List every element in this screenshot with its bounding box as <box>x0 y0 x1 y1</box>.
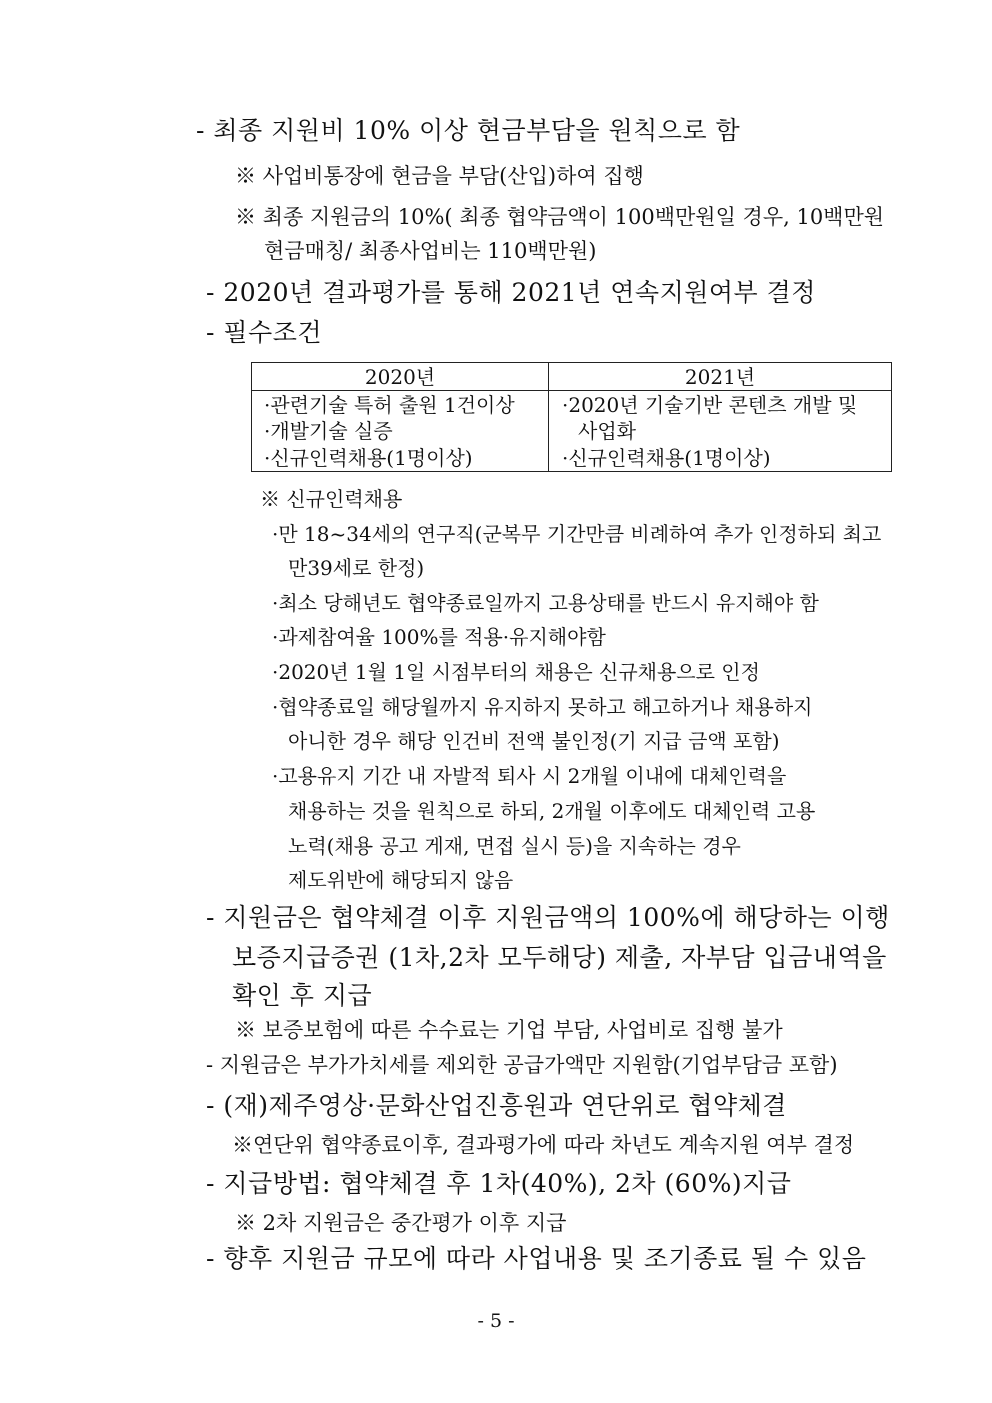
hire-note-employment: ·최소 당해년도 협약종료일까지 고용상태를 반드시 유지해야 함 <box>272 591 819 615</box>
hire-note-termination: ·협약종료일 해당월까지 유지하지 못하고 해고하거나 채용하지 <box>272 695 813 719</box>
table-cell-2020-2: ·개발기술 실증 <box>264 419 393 443</box>
note-second-payment: ※ 2차 지원금은 중간평가 이후 지급 <box>235 1211 567 1235</box>
hire-note-termination-cont: 아니한 경우 해당 인건비 전액 불인정(기 지급 금액 포함) <box>288 729 780 753</box>
table-cell-2021-2: 사업화 <box>578 419 636 443</box>
note-annual-agreement: ※연단위 협약종료이후, 결과평가에 따라 차년도 계속지원 여부 결정 <box>232 1133 855 1157</box>
text-line-vat: - 지원금은 부가가치세를 제외한 공급가액만 지원함(기업부담금 포함) <box>206 1053 838 1077</box>
text-line-guarantee-cont2: 확인 후 지급 <box>232 981 373 1010</box>
note-guarantee-fee: ※ 보증보험에 따른 수수료는 기업 부담, 사업비로 집행 불가 <box>235 1018 783 1042</box>
text-line-agreement: - (재)제주영상·문화산업진흥원과 연단위로 협약체결 <box>206 1091 787 1120</box>
hire-note-resignation: ·고용유지 기간 내 자발적 퇴사 시 2개월 이내에 대체인력을 <box>272 764 787 788</box>
table-header-2020: 2020년 <box>364 365 436 389</box>
hire-note-start-date: ·2020년 1월 1일 시점부터의 채용은 신규채용으로 인정 <box>272 660 760 684</box>
page-number: - 5 - <box>477 1310 515 1332</box>
table-cell-2021-3: ·신규인력채용(1명이상) <box>562 446 771 470</box>
hire-note-age: ·만 18~34세의 연구직(군복무 기간만큼 비례하여 추가 인정하되 최고 <box>272 522 882 546</box>
table-cell-2021-1: ·2020년 기술기반 콘텐츠 개발 및 <box>562 393 858 417</box>
table-cell-2020-3: ·신규인력채용(1명이상) <box>264 446 473 470</box>
table-cell-2020-1: ·관련기술 특허 출원 1건이상 <box>264 393 515 417</box>
note-final-grant-cont: 현금매칭/ 최종사업비는 110백만원) <box>264 239 597 263</box>
hire-note-age-cont: 만39세로 한정) <box>288 556 425 580</box>
note-cash-deposit: ※ 사업비통장에 현금을 부담(산입)하여 집행 <box>235 164 644 188</box>
text-line-cash-burden: - 최종 지원비 10% 이상 현금부담을 원칙으로 함 <box>196 116 741 145</box>
hire-note-resignation-cont1: 채용하는 것을 원칙으로 하되, 2개월 이후에도 대체인력 고용 <box>288 799 816 823</box>
hire-note-participation: ·과제참여율 100%를 적용·유지해야함 <box>272 625 606 649</box>
note-new-hire-title: ※ 신규인력채용 <box>260 487 403 511</box>
note-final-grant: ※ 최종 지원금의 10%( 최종 협약금액이 100백만원일 경우, 10백만원 <box>235 205 885 229</box>
text-line-payment-method: - 지급방법: 협약체결 후 1차(40%), 2차 (60%)지급 <box>206 1169 792 1198</box>
table-header-2021: 2021년 <box>684 365 756 389</box>
text-line-result-eval: - 2020년 결과평가를 통해 2021년 연속지원여부 결정 <box>206 278 816 307</box>
text-line-early-termination: - 향후 지원금 규모에 따라 사업내용 및 조기종료 될 수 있음 <box>206 1244 867 1273</box>
text-line-guarantee-cont1: 보증지급증권 (1차,2차 모두해당) 제출, 자부담 입금내역을 <box>232 943 887 972</box>
text-line-guarantee: - 지원금은 협약체결 이후 지원금액의 100%에 해당하는 이행 <box>206 903 890 932</box>
text-line-requirements: - 필수조건 <box>206 318 322 347</box>
hire-note-resignation-cont3: 제도위반에 해당되지 않음 <box>288 868 514 892</box>
requirements-table <box>251 362 892 472</box>
hire-note-resignation-cont2: 노력(채용 공고 게재, 면접 실시 등)을 지속하는 경우 <box>288 834 741 858</box>
